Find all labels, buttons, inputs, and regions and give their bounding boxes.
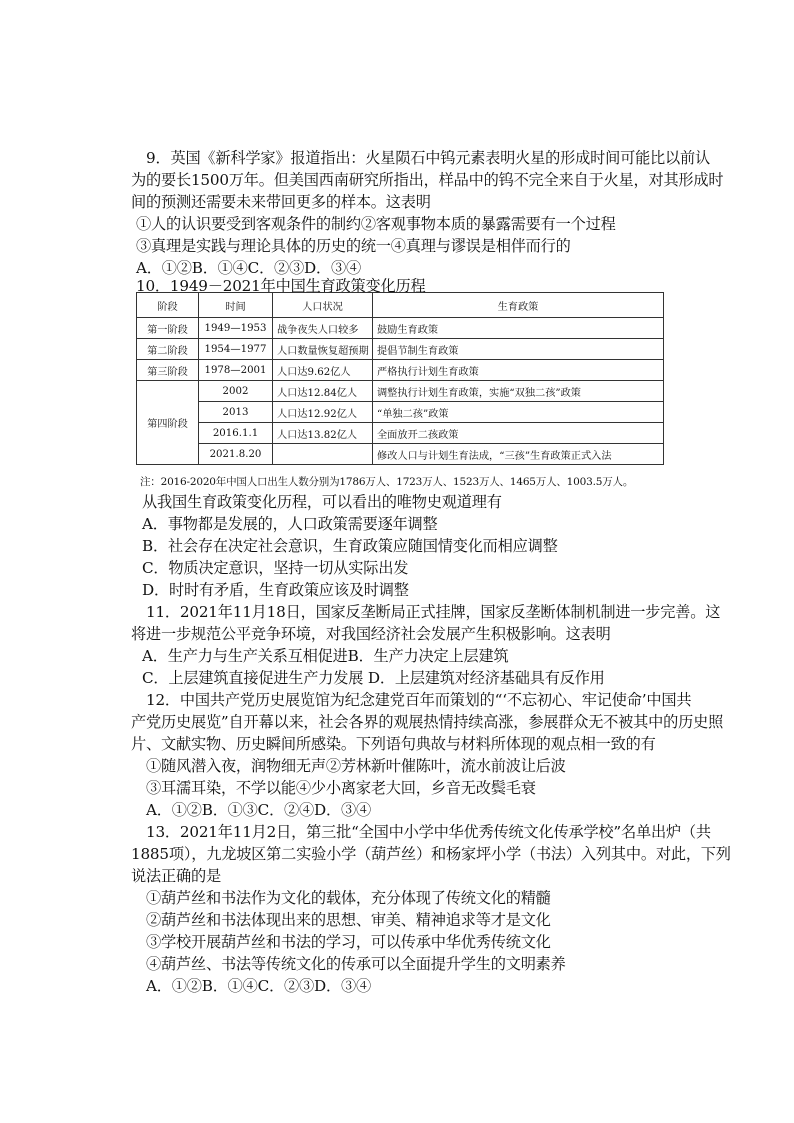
table-row xyxy=(137,360,664,381)
stage-cell: 第三阶段 xyxy=(137,360,199,381)
population-cell: 战争夜失人口较多 xyxy=(273,318,373,339)
table-row xyxy=(137,318,664,339)
q10-option-d: D．时时有矛盾，生育政策应该及时调整 xyxy=(142,581,409,599)
time-cell: 2016.1.1 xyxy=(199,423,273,444)
policy-cell: 全面放开二孩政策 xyxy=(373,423,664,444)
time-cell: 2013 xyxy=(199,402,273,423)
policy-cell: 鼓励生育政策 xyxy=(373,318,664,339)
policy-cell: 调整执行计划生育政策，实施“双独二孩”政策 xyxy=(373,381,664,402)
table-row xyxy=(137,402,664,423)
population-cell: 人口达12.84亿人 xyxy=(273,381,373,402)
policy-cell: 修改人口与计划生育法成，“三孩”生育政策正式入法 xyxy=(373,444,664,465)
q12-stem-line-1: 12．中国共产党历史展览馆为纪念建党百年而策划的“‘不忘初心、牢记使命’中国共 xyxy=(146,691,692,709)
q13-option-1: ①葫芦丝和书法作为文化的载体，充分体现了传统文化的精髓 xyxy=(146,889,551,907)
birth-policy-table xyxy=(136,292,664,465)
policy-cell: 提倡节制生育政策 xyxy=(373,339,664,360)
population-cell: 人口数量恢复超预期 xyxy=(273,339,373,360)
q9-answer-choices: A．①②B．①④C．②③D．③④ xyxy=(136,259,361,277)
q13-stem-line-2: 1885项），九龙坡区第二实验小学（葫芦丝）和杨家坪小学（书法）入列其中。对此，下列 xyxy=(131,845,731,863)
population-cell xyxy=(273,444,373,465)
q11-stem-line-2: 将进一步规范公平竞争环境，对我国经济社会发展产生积极影响。这表明 xyxy=(131,625,611,643)
population-cell: 人口达9.62亿人 xyxy=(273,360,373,381)
stage-cell-merged: 第四阶段 xyxy=(137,381,199,465)
q12-stem-line-2: 产党历史展览”自开幕以来，社会各界的观展热情持续高涨，参展群众无不被其中的历史照 xyxy=(131,713,724,731)
q13-answer-choices: A．①②B．①④C．②③D．③④ xyxy=(146,977,371,995)
population-cell: 人口达12.92亿人 xyxy=(273,402,373,423)
q10-title: 10．1949－2021年中国生育政策变化历程 xyxy=(136,277,426,295)
q13-option-3: ③学校开展葫芦丝和书法的学习，可以传承中华优秀传统文化 xyxy=(146,933,551,951)
stage-cell: 第二阶段 xyxy=(137,339,199,360)
time-cell: 2002 xyxy=(199,381,273,402)
q10-option-b: B．社会存在决定社会意识，生育政策应随国情变化而相应调整 xyxy=(142,537,558,555)
q9-option-line-1: ①人的认识要受到客观条件的制约②客观事物本质的暴露需要有一个过程 xyxy=(136,215,616,233)
q9-stem-line-1: 9．英国《新科学家》报道指出：火星陨石中钨元素表明火星的形成时间可能比以前认 xyxy=(146,149,711,167)
table-header-row xyxy=(137,293,664,318)
q9-stem-line-3: 间的预测还需要未来带回更多的样本。这表明 xyxy=(131,193,431,211)
time-cell: 2021.8.20 xyxy=(199,444,273,465)
table-row xyxy=(137,423,664,444)
q12-option-line-2: ③耳濡耳染，不学以能④少小离家老大回，乡音无改鬓毛衰 xyxy=(146,779,536,797)
q13-option-4: ④葫芦丝、书法等传统文化的传承可以全面提升学生的文明素养 xyxy=(146,955,566,973)
q11-options-ab: A．生产力与生产关系互相促进B．生产力决定上层建筑 xyxy=(142,647,509,665)
time-cell: 1954—1977 xyxy=(199,339,273,360)
q10-option-a: A．事物都是发展的，人口政策需要逐年调整 xyxy=(142,515,438,533)
header-time: 时间 xyxy=(199,293,273,318)
time-cell: 1949—1953 xyxy=(199,318,273,339)
header-policy: 生育政策 xyxy=(373,293,664,318)
table-row xyxy=(137,381,664,402)
q10-stem: 从我国生育政策变化历程，可以看出的唯物史观道理有 xyxy=(142,493,502,511)
q12-option-line-1: ①随风潜入夜，润物细无声②芳林新叶催陈叶，流水前波让后波 xyxy=(146,757,566,775)
q13-stem-line-3: 说法正确的是 xyxy=(131,867,221,885)
q13-option-2: ②葫芦丝和书法体现出来的思想、审美、精神追求等才是文化 xyxy=(146,911,551,929)
q12-answer-choices: A．①②B．①③C．②④D．③④ xyxy=(146,801,371,819)
policy-cell: 严格执行计划生育政策 xyxy=(373,360,664,381)
header-population: 人口状况 xyxy=(273,293,373,318)
q10-option-c: C．物质决定意识，坚持一切从实际出发 xyxy=(142,559,409,577)
population-cell: 人口达13.82亿人 xyxy=(273,423,373,444)
table-row xyxy=(137,444,664,465)
stage-cell: 第一阶段 xyxy=(137,318,199,339)
q9-option-line-2: ③真理是实践与理论具体的历史的统一④真理与谬误是相伴而行的 xyxy=(136,237,571,255)
q9-stem-line-2: 为的要长1500万年。但美国西南研究所指出，样品中的钨不完全来自于火星，对其形成时 xyxy=(131,171,724,189)
q13-stem-line-1: 13．2021年11月2日，第三批“全国中小学中华优秀传统文化传承学校”名单出炉（共 xyxy=(146,823,711,841)
q11-stem-line-1: 11．2021年11月18日，国家反垄断局正式挂牌，国家反垄断体制机制进一步完善。这 xyxy=(146,603,721,621)
table-footnote: 注：2016-2020年中国人口出生人数分别为1786万人、1723万人、1523万人、1465万人、1003.5万人。 xyxy=(140,476,634,488)
q11-options-cd: C．上层建筑直接促进生产力发展 D．上层建筑对经济基础具有反作用 xyxy=(142,669,605,687)
table-row xyxy=(137,339,664,360)
header-stage: 阶段 xyxy=(137,293,199,318)
q12-stem-line-3: 片、文献实物、历史瞬间所感染。下列语句典故与材料所体现的观点相一致的有 xyxy=(131,735,656,753)
time-cell: 1978—2001 xyxy=(199,360,273,381)
policy-cell: “单独二孩”政策 xyxy=(373,402,664,423)
